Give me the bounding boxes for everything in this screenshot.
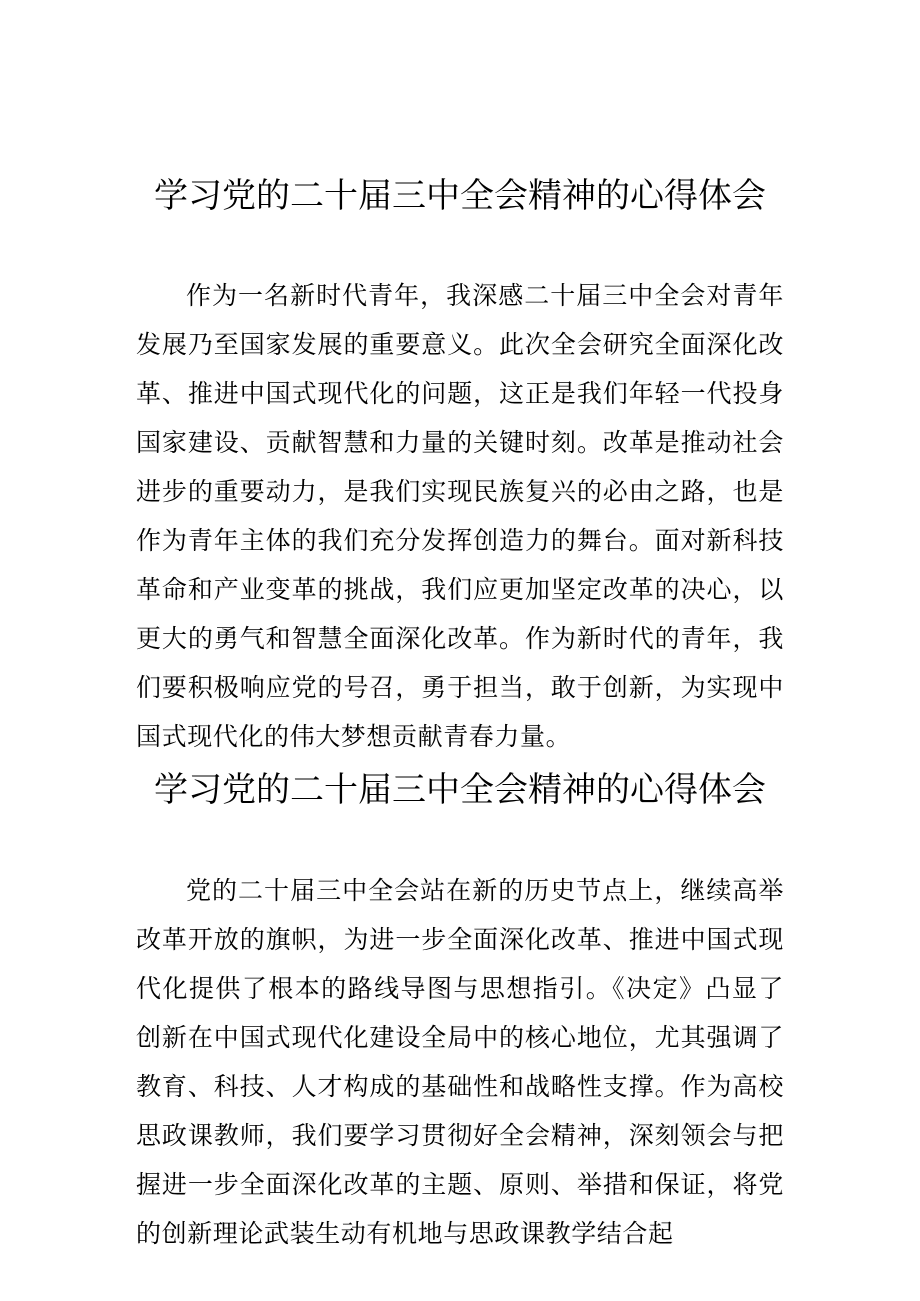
article-paragraph: 作为一名新时代青年，我深感二十届三中全会对青年发展乃至国家发展的重要意义。此次全会研究全面深化改革、推进中国式现代化的问题，这正是我们年轻一代投身国家建设、贡献智慧和力量的关键时刻。改革是推动社会进步的重要动力，是我们实现民族复兴的必由之路，也是作为青年主体的我们充分发挥创造力的舞台。面对新科技革命和产业变革的挑战，我们应更加坚定改革的决心，以更大的勇气和智慧全面深化改革。作为新时代的青年，我们要积极响应党的号召，勇于担当，敢于创新，为实现中国式现代化的伟大梦想贡献青春力量。 bbox=[136, 281, 784, 751]
article-title: 学习党的二十届三中全会精神的心得体会 bbox=[154, 176, 766, 216]
article-title: 学习党的二十届三中全会精神的心得体会 bbox=[154, 770, 766, 810]
article-paragraph: 党的二十届三中全会站在新的历史节点上，继续高举改革开放的旗帜，为进一步全面深化改革、推进中国式现代化提供了根本的路线导图与思想指引。《决定》凸显了创新在中国式现代化建设全局中的核心地位，尤其强调了教育、科技、人才构成的基础性和战略性支撑。作为高校思政课教师，我们要学习贯彻好全会精神，深刻领会与把握进一步全面深化改革的主题、原则、举措和保证，将党的创新理论武装生动有机地与思政课教学结合起 bbox=[136, 876, 784, 1248]
